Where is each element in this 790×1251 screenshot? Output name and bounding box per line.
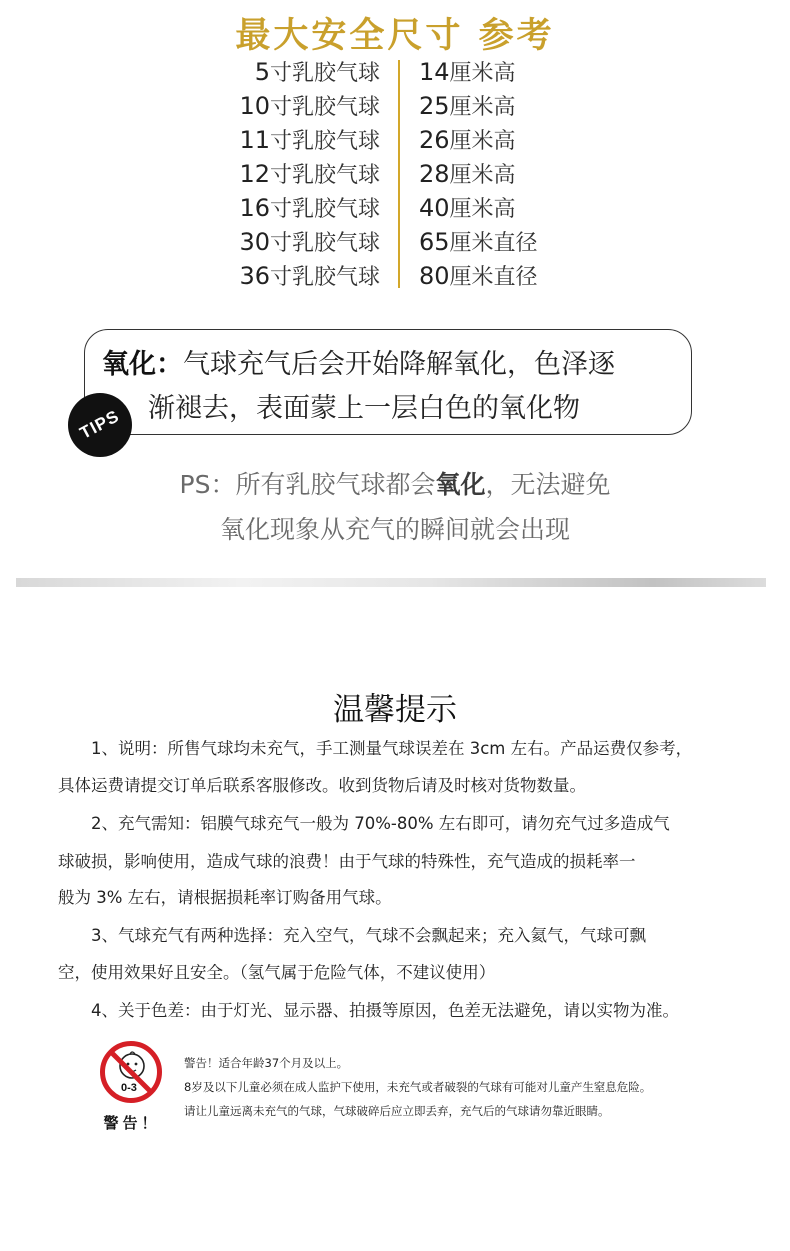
size-row-balloon	[160, 226, 380, 257]
size-row-inch-unit: 寸乳胶气球	[269, 163, 380, 188]
ps-prefix: PS：所有乳胶气球都会	[179, 470, 436, 499]
size-row-cm: 26	[419, 126, 450, 154]
warm-tip-line: 空，使用效果好且安全。（氢气属于危险气体，不建议使用）	[58, 963, 496, 982]
size-reference-title: 最大安全尺寸 参考	[235, 16, 555, 56]
size-row-cm-unit: 厘米高	[449, 95, 516, 120]
size-row-cm-unit: 厘米高	[449, 61, 516, 86]
size-row-cm: 65	[419, 228, 450, 256]
size-row-inch-unit: 寸乳胶气球	[269, 231, 380, 256]
warm-tip-line: 2、充气需知：铝膜气球充气一般为 70%-80% 左右即可，请勿充气过多造成气	[58, 814, 670, 833]
size-table	[0, 56, 790, 296]
warm-tip-line: 般为 3% 左右，请根据损耗率订购备用气球。	[58, 888, 392, 907]
size-row-inch-unit: 寸乳胶气球	[269, 129, 380, 154]
ps-bold-word: 氧化	[435, 470, 486, 499]
size-row-dimension	[419, 192, 639, 223]
size-row-inch-unit: 寸乳胶气球	[269, 95, 380, 120]
size-row-cm: 25	[419, 92, 450, 120]
size-row-inch-unit: 寸乳胶气球	[269, 197, 380, 222]
size-row-dimension	[419, 124, 639, 155]
size-row-dimension	[419, 260, 639, 291]
size-row-balloon	[160, 260, 380, 291]
oxidation-text-2: 渐褪去，表面蒙上一层白色的氧化物	[148, 393, 580, 424]
warning-line: 请让儿童远离未充气的气球，气球破碎后应立即丢弃，充气后的气球请勿靠近眼睛。	[184, 1104, 610, 1118]
size-row-dimension	[419, 226, 639, 257]
warning-age-text: 0-3	[121, 1082, 137, 1094]
tips-badge	[68, 393, 132, 457]
warm-tip-line: 3、气球充气有两种选择：充入空气，气球不会飘起来；充入氦气，气球可飘	[58, 926, 646, 945]
size-row-balloon	[160, 158, 380, 189]
size-row-cm-unit: 厘米直径	[449, 265, 538, 290]
warning-line: 8岁及以下儿童必须在成人监护下使用，未充气或者破裂的气球有可能对儿童产生窒息危险。	[184, 1080, 652, 1094]
size-row-cm-unit: 厘米高	[449, 163, 516, 188]
size-row-balloon	[160, 90, 380, 121]
warning-line: 警告！适合年龄37个月及以上。	[184, 1056, 349, 1070]
ps-note-line-2: 氧化现象从充气的瞬间就会出现	[219, 515, 570, 544]
size-row-inch: 12	[239, 160, 270, 188]
size-row-dimension	[419, 56, 639, 87]
size-row-inch: 16	[239, 194, 270, 222]
size-row-inch: 11	[239, 126, 270, 154]
size-row-inch-unit: 寸乳胶气球	[269, 61, 380, 86]
warm-tips-title: 温馨提示	[333, 692, 457, 728]
size-row-cm-unit: 厘米高	[449, 129, 516, 154]
size-row-inch: 10	[239, 92, 270, 120]
ps-note-line-1	[0, 465, 790, 501]
warm-tip-line: 具体运费请提交订单后联系客服修改。收到货物后请及时核对货物数量。	[58, 776, 586, 795]
warm-tip-line: 球破损，影响使用，造成气球的浪费！由于气球的特殊性，充气造成的损耗率一	[58, 852, 636, 871]
size-row-cm: 28	[419, 160, 450, 188]
size-row-balloon	[160, 56, 380, 87]
size-row-dimension	[419, 158, 639, 189]
ps-suffix: ，无法避免	[485, 470, 611, 499]
size-row-cm: 40	[419, 194, 450, 222]
warning-label: 警告！	[103, 1114, 161, 1132]
size-row-balloon	[160, 192, 380, 223]
tips-badge-text: TIPS	[76, 406, 123, 443]
size-row-inch: 30	[239, 228, 270, 256]
size-row-inch: 36	[239, 262, 270, 290]
oxidation-line-1	[102, 342, 702, 381]
size-row-cm: 80	[419, 262, 450, 290]
oxidation-label: 氧化：	[102, 349, 183, 380]
size-row-cm-unit: 厘米直径	[449, 231, 538, 256]
size-row-cm: 14	[419, 58, 450, 86]
section-divider-band	[16, 578, 766, 587]
size-row-cm-unit: 厘米高	[449, 197, 516, 222]
warm-tip-line: 4、关于色差：由于灯光、显示器、拍摄等原因，色差无法避免，请以实物为准。	[58, 1001, 679, 1020]
warm-tip-line: 1、说明：所售气球均未充气，手工测量气球误差在 3cm 左右。产品运费仅参考，	[58, 739, 693, 758]
size-row-inch-unit: 寸乳胶气球	[269, 265, 380, 290]
size-row-balloon	[160, 124, 380, 155]
no-children-warning-icon	[99, 1040, 163, 1104]
size-row-inch: 5	[254, 58, 270, 86]
oxidation-text-1: 气球充气后会开始降解氧化，色泽逐	[183, 349, 615, 380]
size-row-dimension	[419, 90, 639, 121]
